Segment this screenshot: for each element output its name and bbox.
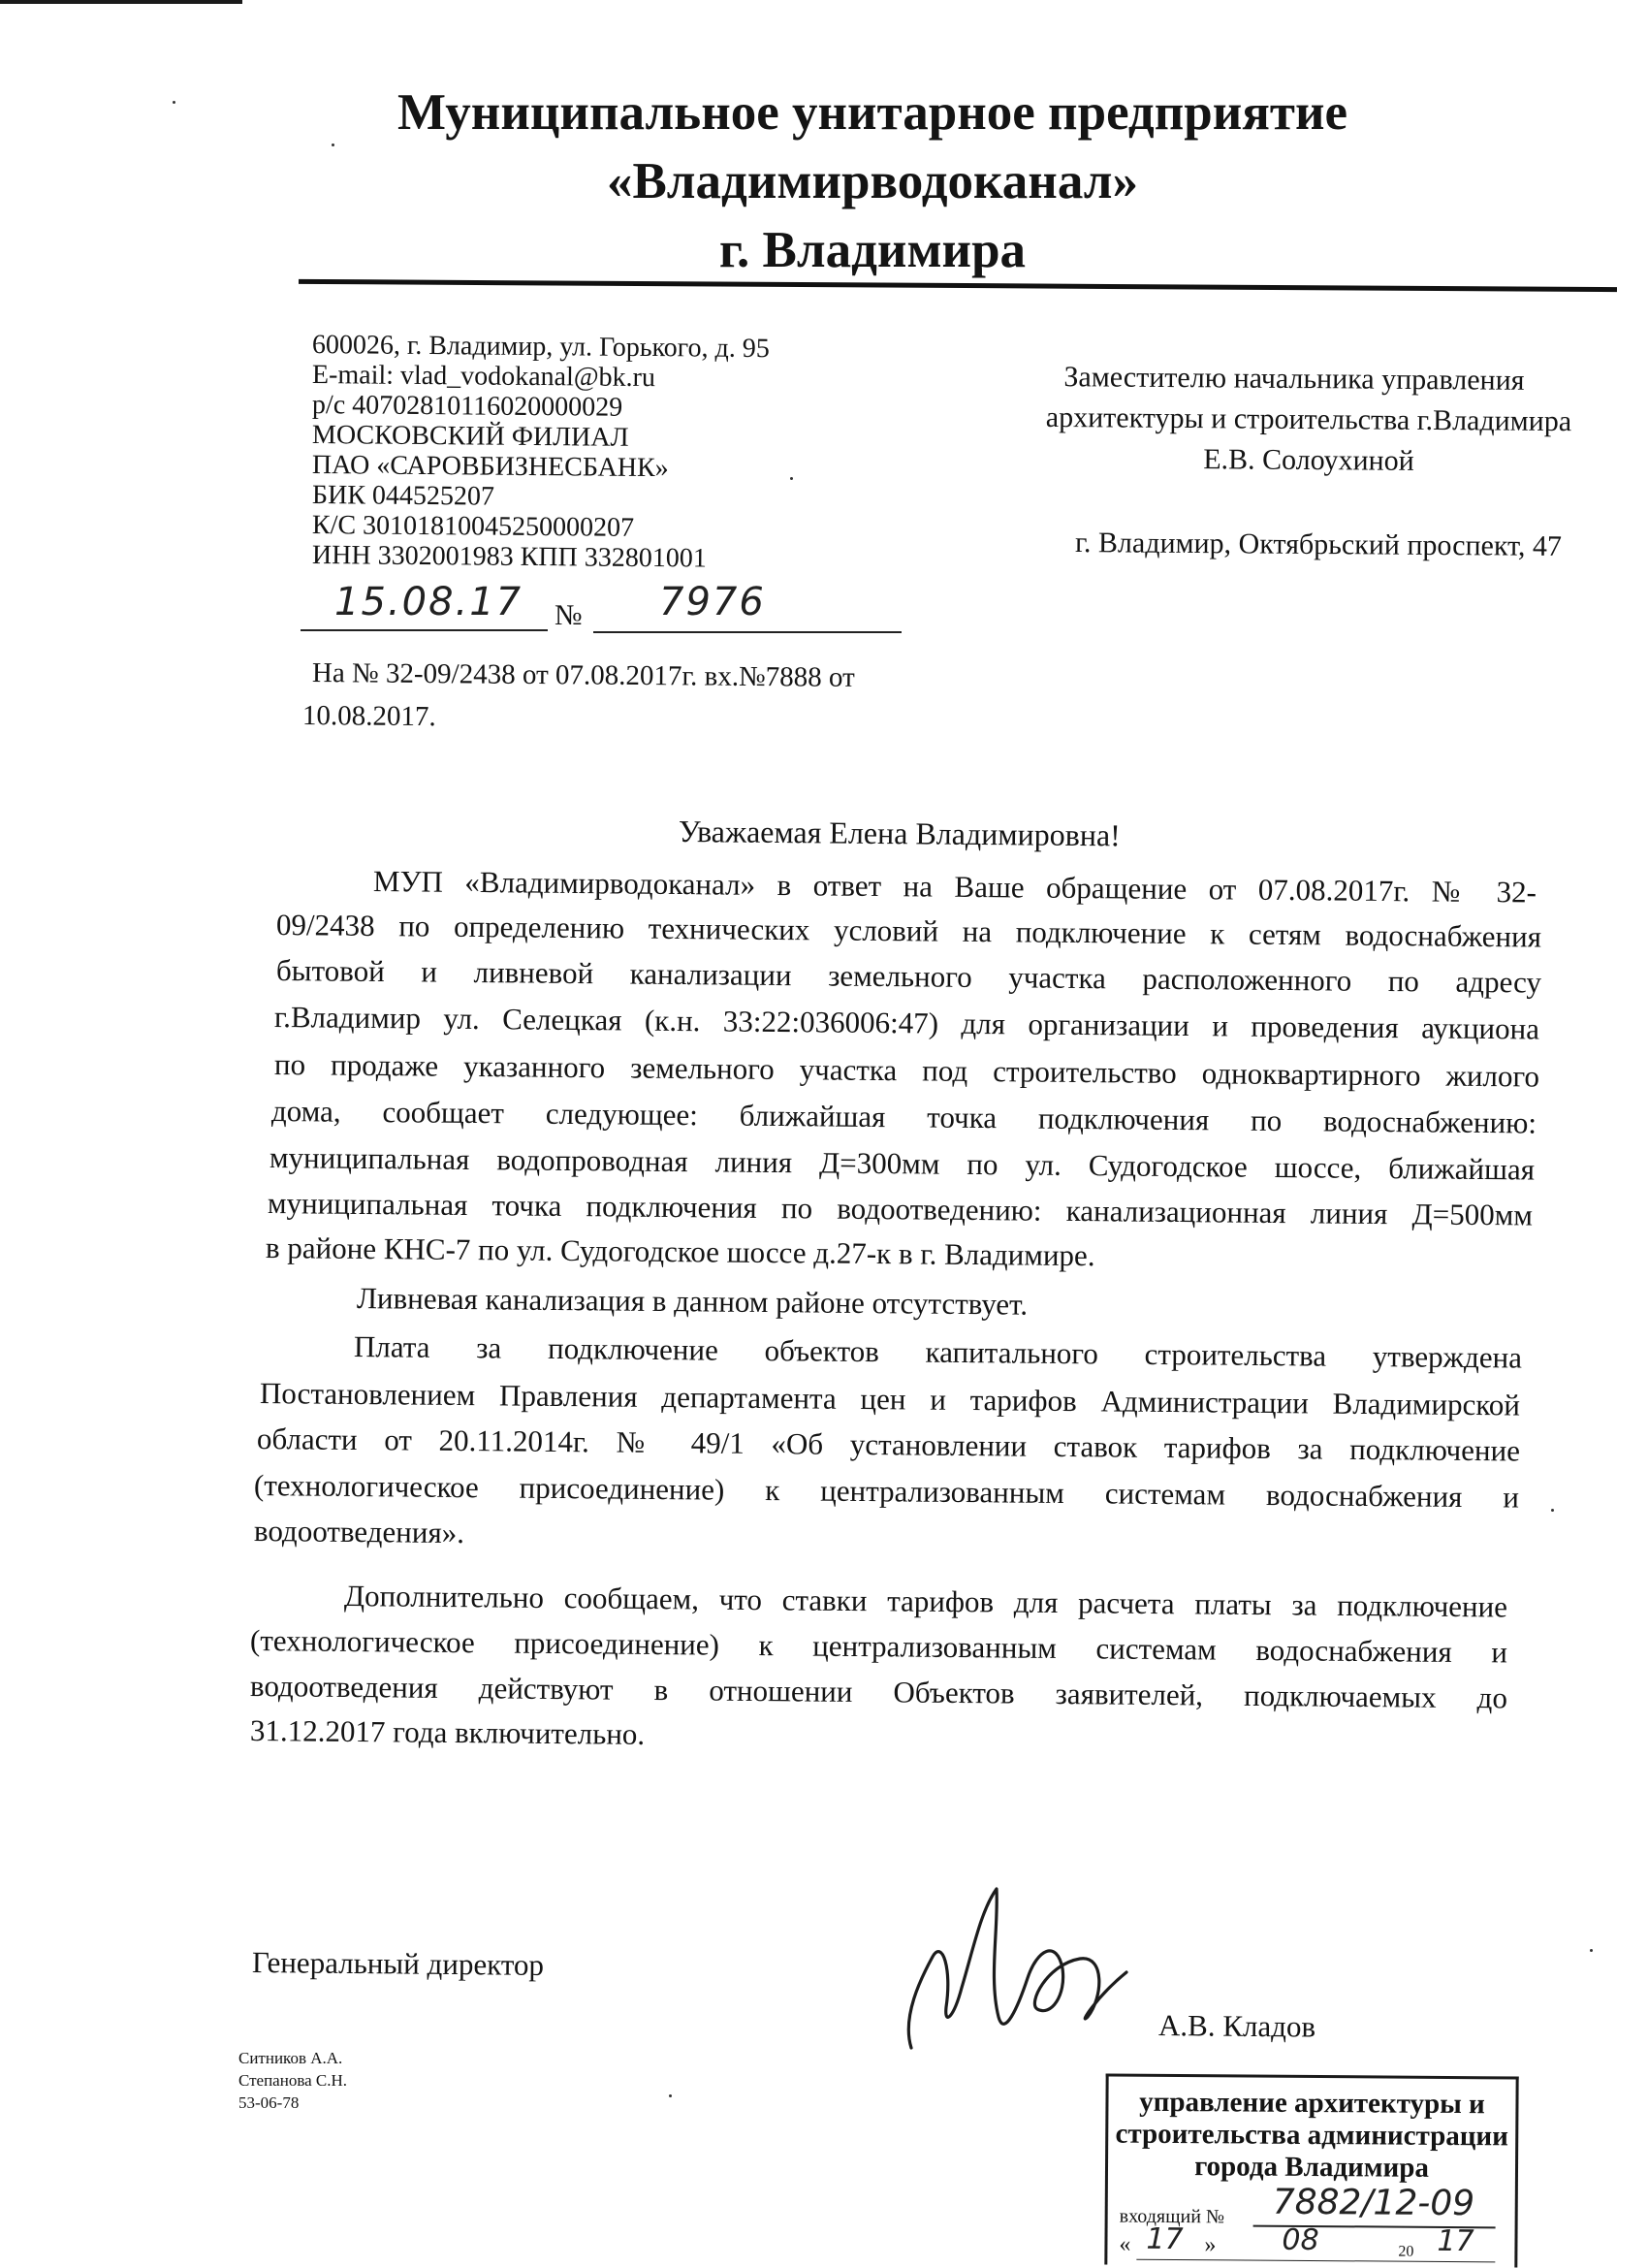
sender-inn-kpp: ИНН 3302001983 КПП 332801001: [311, 540, 707, 574]
paragraph-3-line: (технологическое присоединение) к централизованным системам водоснабжения и: [253, 1468, 1520, 1515]
sender-bank-name: ПАО «САРОВБИЗНЕСБАНК»: [311, 450, 669, 484]
stamp-year: 17: [1437, 2223, 1474, 2259]
paragraph-2: Ливневая канализация в данном районе отсутствует.: [356, 1281, 1029, 1322]
paragraph-1-line: по продаже указанного земельного участка под строительство одноквартирного жилого: [273, 1047, 1540, 1094]
paragraph-3-line: области от 20.11.2014г. № 49/1 «Об установлении ставок тарифов за подключение: [256, 1421, 1521, 1468]
stamp-line-1: управление архитектуры и: [1139, 2086, 1485, 2121]
sender-email: E-mail: vlad_vodokanal@bk.ru: [311, 360, 656, 394]
scan-edge-line: [0, 0, 242, 4]
paragraph-1-line: муниципальная точка подключения по водоотведению: канализационная линия Д=500мм: [267, 1186, 1534, 1232]
recipient-name: Е.В. Солоухиной: [1203, 443, 1414, 477]
paragraph-3-line: водоотведения».: [253, 1514, 465, 1550]
stamp-month: 08: [1282, 2222, 1319, 2258]
executor-phone: 53-06-78: [238, 2093, 300, 2112]
stamp-line-3: города Владимира: [1194, 2151, 1430, 2184]
reference-line-2: 10.08.2017.: [301, 700, 436, 733]
paragraph-1-line: дома, сообщает следующее: ближайшая точка подключения по водоснабжению:: [270, 1094, 1537, 1140]
number-underline: [593, 631, 902, 633]
stamp-date-line: [1136, 2259, 1495, 2263]
stamp-day: 17: [1146, 2221, 1184, 2257]
org-name-line-2: «Владимирводоканал»: [606, 153, 1139, 209]
recipient-title-1: Заместителю начальника управления: [1063, 361, 1525, 397]
stamp-quote-open: «: [1119, 2231, 1131, 2257]
org-name-line-1: Муниципальное унитарное предприятие: [396, 84, 1348, 141]
registration-stamp: [1104, 2074, 1518, 2268]
signatory-position: Генеральный директор: [251, 1945, 545, 1982]
paragraph-4-line: 31.12.2017 года включительно.: [249, 1713, 646, 1751]
paragraph-1-line: муниципальная водопроводная линия Д=300мм по ул. Судогодское шоссе, ближайшая: [269, 1140, 1536, 1187]
paragraph-1-line: 09/2438 по определению технических условий на подключение к сетям водоснабжения: [275, 908, 1542, 954]
executor-1: Ситников А.А.: [238, 2049, 343, 2067]
scan-speck: [1551, 1509, 1554, 1512]
scan-speck: [1590, 1949, 1593, 1952]
paragraph-4-line: водоотведения действуют в отношении Объектов заявителей, подключаемых до: [249, 1669, 1508, 1715]
recipient-title-2: архитектуры и строительства г.Владимира: [1045, 400, 1572, 438]
sender-account: р/с 40702810116020000029: [311, 390, 623, 423]
outgoing-number: 7976: [659, 580, 766, 624]
number-label: №: [555, 599, 583, 631]
sender-address: 600026, г. Владимир, ул. Горького, д. 95: [311, 330, 770, 365]
paragraph-4-line: (технологическое присоединение) к централизованным системам водоснабжения и: [249, 1623, 1508, 1670]
sender-bank-branch: МОСКОВСКИЙ ФИЛИАЛ: [311, 420, 629, 453]
paragraph-3-line: Плата за подключение объектов капитального строительства утверждена: [353, 1329, 1523, 1375]
executor-2: Степанова С.Н.: [238, 2071, 348, 2090]
scan-speck: [790, 477, 793, 480]
stamp-incoming-number: 7882/12-09: [1272, 2182, 1475, 2224]
scan-speck: [332, 144, 334, 146]
date-underline: [301, 629, 548, 631]
reference-line-1: На № 32-09/2438 от 07.08.2017г. вх.№7888 от: [311, 657, 855, 693]
paragraph-1-line: в районе КНС-7 по ул. Судогодское шоссе д.27-к в г. Владимире.: [265, 1230, 1095, 1273]
salutation: Уважаемая Елена Владимировна!: [678, 814, 1121, 853]
paragraph-1-line: МУП «Владимирводоканал» в ответ на Ваше обращение от 07.08.2017г. № 32-: [372, 864, 1537, 910]
scan-speck: [173, 101, 175, 104]
stamp-year-prefix: 20: [1398, 2243, 1414, 2260]
recipient-address: г. Владимир, Октябрьский проспект, 47: [1074, 527, 1563, 562]
sender-corr-account: К/С 30101810045250000207: [311, 510, 635, 543]
handwritten-signature: [872, 1871, 1163, 2065]
signatory-name: А.В. Кладов: [1157, 2008, 1316, 2044]
scan-speck: [669, 2094, 672, 2097]
paragraph-1-line: бытовой и ливневой канализации земельного участка расположенного по адресу: [275, 953, 1542, 1000]
outgoing-date: 15.08.17: [334, 580, 523, 624]
stamp-quote-close: »: [1204, 2232, 1217, 2258]
paragraph-4-line: Дополнительно сообщаем, что ставки тарифов для расчета платы за подключение: [343, 1579, 1508, 1624]
paragraph-1-line: г.Владимир ул. Селецкая (к.н. 33:22:036006:47) для организации и проведения аукциона: [273, 1000, 1540, 1046]
stamp-incoming-label: входящий №: [1119, 2205, 1225, 2228]
sender-bik: БИК 044525207: [311, 480, 495, 512]
org-name-line-3: г. Владимира: [718, 222, 1027, 278]
paragraph-3-line: Постановлением Правления департамента цен и тарифов Администрации Владимирской: [259, 1376, 1521, 1422]
stamp-line-2: строительства администрации: [1115, 2118, 1509, 2153]
